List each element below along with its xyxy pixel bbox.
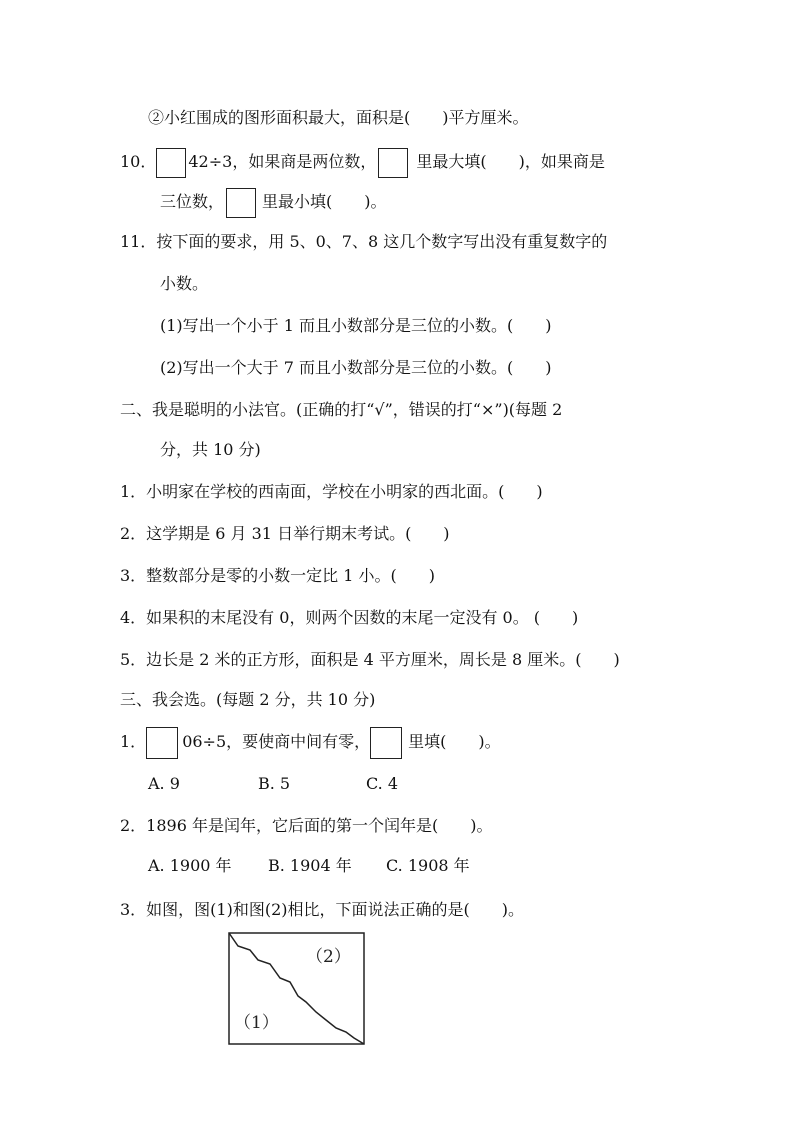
question-text: 里最小填( )。 [262,192,387,211]
question-number: 1． [120,732,147,751]
figure-label-2: （2） [306,947,351,967]
question-11-line-2: 小数。 [160,274,209,293]
judge-question-1: 1．小明家在学校的西南面，学校在小明家的西北面。( ) [120,482,543,501]
question-11-part-2: (2)写出一个大于 7 而且小数部分是三位的小数。( ) [160,358,552,377]
answer-box [378,148,408,178]
option-a: A. 1900 年 [148,856,232,875]
judge-question-4: 4．如果积的末尾没有 0，则两个因数的末尾一定没有 0。 ( ) [120,608,579,627]
figure-label-1: （1） [234,1013,279,1033]
question-text: 三位数， [160,192,225,211]
choice-question-3: 3．如图，图(1)和图(2)相比，下面说法正确的是( )。 [120,900,524,919]
question-9-part-2: ②小红围成的图形面积最大，面积是( )平方厘米。 [148,108,529,127]
answer-box [226,188,256,218]
judge-question-3: 3．整数部分是零的小数一定比 1 小。( ) [120,566,436,585]
judge-question-5: 5．边长是 2 米的正方形，面积是 4 平方厘米，周长是 8 厘米。( ) [120,650,620,669]
question-11-line-1: 11．按下面的要求，用 5、0、7、8 这几个数字写出没有重复数字的 [120,232,608,251]
option-c: C. 1908 年 [386,856,470,875]
option-b: B. 1904 年 [268,856,352,875]
judge-question-2: 2．这学期是 6 月 31 日举行期末考试。( ) [120,524,450,543]
question-text: 里最大填( )，如果商是 [416,152,605,171]
answer-box [146,727,178,759]
question-text: 里填( )。 [408,732,501,751]
question-10-line-1 [120,144,605,180]
option-a: A. 9 [148,774,180,793]
choice-question-1-options [148,774,398,794]
choice-question-2: 2．1896 年是闰年，它后面的第一个闰年是( )。 [120,816,493,835]
option-c: C. 4 [366,774,399,793]
section-3-title: 三、我会选。(每题 2 分，共 10 分) [120,690,376,709]
question-number: 10． [120,152,157,171]
question-10-line-2 [160,184,387,220]
choice-question-1 [120,724,501,760]
answer-box [156,148,186,178]
question-text: 42÷3，如果商是两位数， [188,152,377,171]
choice-question-2-options [148,856,470,876]
figure-divided-square [228,932,366,1046]
option-b: B. 5 [258,774,291,793]
question-text: 06÷5，要使商中间有零， [182,732,371,751]
section-2-title: 二、我是聪明的小法官。(正确的打“√”，错误的打“×”)(每题 2 [120,400,563,419]
question-11-part-1: (1)写出一个小于 1 而且小数部分是三位的小数。( ) [160,316,552,335]
section-2-title-cont: 分，共 10 分) [160,440,261,459]
answer-box [370,727,402,759]
